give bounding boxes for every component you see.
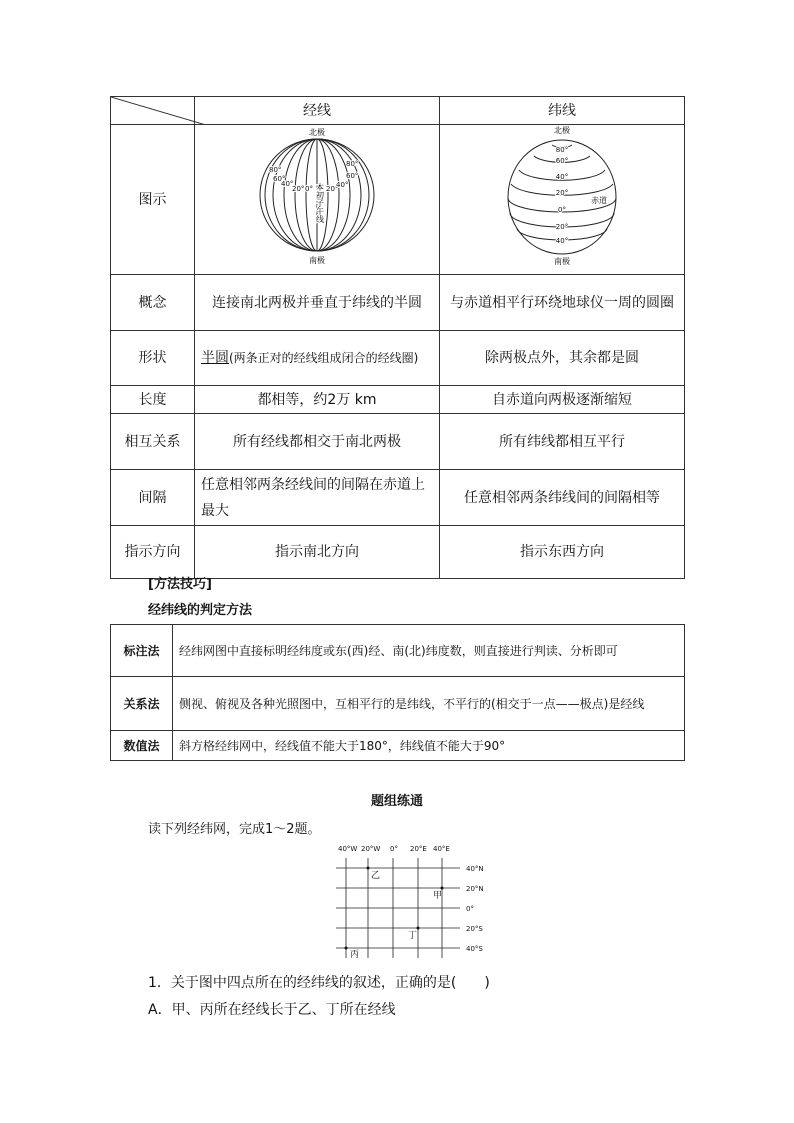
lat-lon-grid-figure — [330, 840, 500, 960]
lon-label: 0° — [305, 185, 313, 193]
method-text: 经纬网图中直接标明经纬度或东(西)经、南(北)纬度数，则直接进行判读、分析即可 — [173, 625, 685, 677]
lat-label: 20° — [555, 189, 569, 197]
lon-label: 80° — [269, 166, 282, 174]
point-yi: 乙 — [371, 871, 381, 881]
practice-intro: 读下列经纬网，完成1～2题。 — [148, 822, 321, 837]
parallel-cell: 自赤道向两极逐渐缩短 — [440, 386, 685, 414]
point-ding: 丁 — [408, 931, 418, 941]
parallel-cell: 与赤道相平行环绕地球仪一周的圆圈 — [440, 275, 685, 331]
lat-label: 0° — [558, 206, 566, 214]
lon-tick-label: 0° — [390, 845, 398, 853]
method-text: 斜方格经纬网中，经线值不能大于180°，纬线值不能大于90° — [173, 731, 685, 761]
lon-tick-label: 20°W — [361, 845, 381, 853]
lon-tick-label: 40°W — [338, 845, 358, 853]
shape-main: 半圆 — [201, 350, 229, 366]
row-label: 长度 — [111, 386, 195, 414]
lat-label: 20° — [555, 223, 569, 231]
point-bing: 丙 — [350, 950, 360, 960]
lat-label: 60° — [555, 157, 569, 165]
meridian-cell — [195, 331, 440, 386]
method-table — [110, 624, 685, 761]
equator-label: 赤道 — [591, 196, 607, 205]
table-row — [111, 677, 685, 731]
row-label: 指示方向 — [111, 526, 195, 579]
lat-tick-label: 20°N — [466, 885, 484, 893]
table-row — [111, 386, 685, 414]
meridian-globe-figure — [199, 125, 435, 265]
lat-tick-label: 0° — [466, 905, 474, 913]
row-label: 相互关系 — [111, 414, 195, 470]
lat-tick-label: 20°S — [466, 925, 483, 933]
table-row — [111, 414, 685, 470]
table-row — [111, 731, 685, 761]
table-row — [111, 526, 685, 579]
practice-title: 题组练通 — [370, 794, 423, 809]
parallel-cell: 所有纬线都相互平行 — [440, 414, 685, 470]
meridian-globe-cell — [195, 125, 440, 275]
lon-tick-label: 20°E — [410, 845, 427, 853]
method-label: 标注法 — [111, 625, 173, 677]
north-pole-label: 北极 — [309, 128, 325, 137]
table-row — [111, 125, 685, 275]
parallel-cell: 除两极点外，其余都是圆 — [440, 331, 685, 386]
parallel-globe-cell — [440, 125, 685, 275]
lon-tick-label: 40°E — [433, 845, 450, 853]
shape-note: (两条正对的经线组成闭合的经线圈) — [229, 351, 419, 365]
question-1: 1．关于图中四点所在的经纬线的叙述，正确的是( ) — [148, 975, 490, 991]
header-parallel: 纬线 — [440, 97, 685, 125]
lon-label: 80° — [346, 160, 359, 168]
table-row — [111, 275, 685, 331]
lat-label: 40° — [555, 237, 569, 245]
row-label: 形状 — [111, 331, 195, 386]
table-row — [111, 331, 685, 386]
meridian-cell: 任意相邻两条经线间的间隔在赤道上最大 — [195, 470, 440, 526]
lon-label: 20° — [326, 185, 339, 193]
south-pole-label: 南极 — [554, 257, 570, 265]
header-meridian: 经线 — [195, 97, 440, 125]
comparison-table — [110, 96, 685, 579]
lon-label: 60° — [273, 175, 286, 183]
table-header-row — [111, 97, 685, 125]
method-label: 数值法 — [111, 731, 173, 761]
meridian-cell: 都相等，约2万 km — [195, 386, 440, 414]
method-heading: [方法技巧] — [148, 577, 212, 592]
row-label: 图示 — [111, 125, 195, 275]
method-text: 侧视、俯视及各种光照图中，互相平行的是纬线，不平行的(相交于一点——极点)是经线 — [173, 677, 685, 731]
lat-label: 40° — [555, 173, 569, 181]
meridian-cell: 所有经线都相交于南北两极 — [195, 414, 440, 470]
row-label: 间隔 — [111, 470, 195, 526]
north-pole-label: 北极 — [554, 126, 570, 135]
lon-label: 40° — [336, 181, 349, 189]
point-jia: 甲 — [433, 891, 443, 901]
table-row — [111, 470, 685, 526]
question-1-option-a: A．甲、丙所在经线长于乙、丁所在经线 — [148, 1002, 396, 1018]
lon-label: 40° — [281, 180, 294, 188]
lat-tick-label: 40°S — [466, 945, 483, 953]
parallel-cell: 指示东西方向 — [440, 526, 685, 579]
meridian-cell: 连接南北两极并垂直于纬线的半圆 — [195, 275, 440, 331]
lon-label: 60° — [346, 172, 359, 180]
corner-cell — [111, 97, 195, 125]
south-pole-label: 南极 — [309, 256, 325, 265]
parallel-globe-figure — [443, 125, 681, 265]
lon-label: 20° — [292, 185, 305, 193]
row-label: 概念 — [111, 275, 195, 331]
table-row — [111, 625, 685, 677]
diagonal-line — [111, 97, 206, 125]
prime-meridian-label: 本初子午线 — [315, 183, 325, 223]
lat-label: 80° — [555, 146, 569, 154]
meridian-cell: 指示南北方向 — [195, 526, 440, 579]
lat-tick-label: 40°N — [466, 865, 484, 873]
method-label: 关系法 — [111, 677, 173, 731]
parallel-cell: 任意相邻两条纬线间的间隔相等 — [440, 470, 685, 526]
method-subheading: 经纬线的判定方法 — [148, 603, 253, 618]
